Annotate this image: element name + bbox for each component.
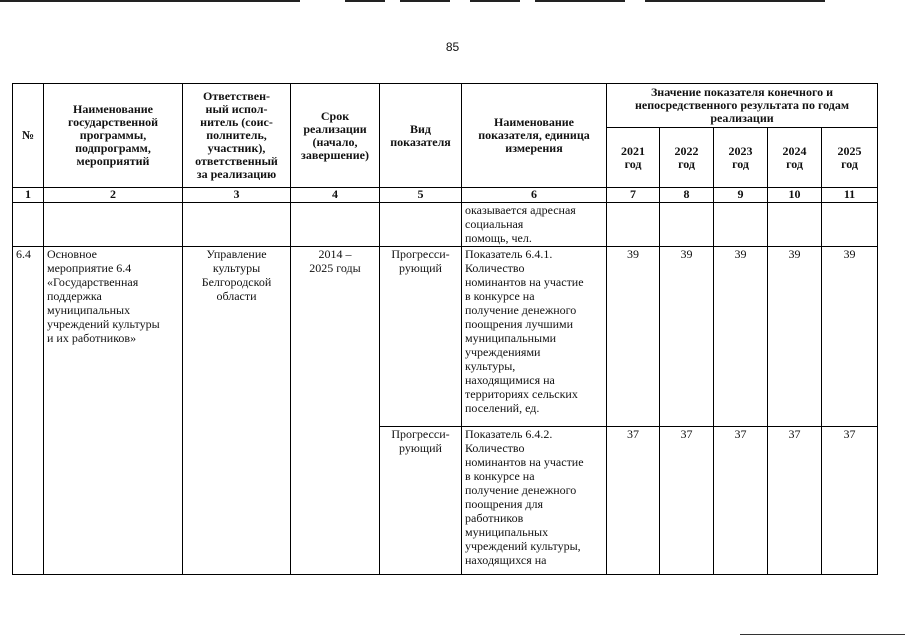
continued-indicator-text: оказывается адресная социальная помощь, чел. [462, 203, 607, 247]
bottom-scan-line [740, 634, 905, 635]
header-term: Срок реализации (начало, завершение) [291, 84, 380, 188]
indicator-text: Показатель 6.4.1. Количество номинантов на участие в конкурсе на получение денежного поощрения лучшими муниципальными учреждениями культуры, находящимися на территориях сельских поселений, ед. [462, 247, 607, 427]
header-year: 2022 год [660, 128, 714, 188]
top-scan-line [645, 0, 825, 2]
header-row [13, 84, 878, 128]
indicators-table [12, 83, 878, 575]
header-kind: Вид показателя [380, 84, 462, 188]
column-number: 5 [380, 188, 462, 203]
indicator-value: 39 [714, 247, 768, 427]
indicator-value: 37 [822, 427, 878, 575]
column-number: 7 [607, 188, 660, 203]
top-scan-line [0, 0, 300, 2]
indicator-kind: Прогресси- рующий [380, 247, 462, 427]
activity-responsible: Управление культуры Белгородской области [183, 247, 291, 575]
column-numbers-row [13, 188, 878, 203]
column-number: 6 [462, 188, 607, 203]
page-number: 85 [445, 40, 460, 54]
activity-name: Основное мероприятие 6.4 «Государственная поддержка муниципальных учреждений культуры и их работников» [44, 247, 183, 575]
table-row-indicator-1 [13, 247, 878, 427]
header-no: № [13, 84, 44, 188]
column-number: 3 [183, 188, 291, 203]
header-year: 2021 год [607, 128, 660, 188]
header-indicator: Наименование показателя, единица измерения [462, 84, 607, 188]
top-scan-line [470, 0, 520, 2]
indicator-text: Показатель 6.4.2. Количество номинантов на участие в конкурсе на получение денежного поощрения для работников муниципальных учреждений культуры, находящихся на [462, 427, 607, 575]
header-values-group: Значение показателя конечного и непосредственного результата по годам реализации [607, 84, 878, 128]
indicator-kind: Прогресси- рующий [380, 427, 462, 575]
activity-term: 2014 – 2025 годы [291, 247, 380, 575]
column-number: 8 [660, 188, 714, 203]
indicator-value: 39 [822, 247, 878, 427]
indicator-value: 39 [607, 247, 660, 427]
column-number: 4 [291, 188, 380, 203]
header-program: Наименование государственной программы, подпрограмм, мероприятий [44, 84, 183, 188]
top-scan-line [345, 0, 385, 2]
indicator-value: 39 [768, 247, 822, 427]
indicator-value: 39 [660, 247, 714, 427]
top-scan-line [400, 0, 450, 2]
indicator-value: 37 [607, 427, 660, 575]
column-number: 11 [822, 188, 878, 203]
column-number: 1 [13, 188, 44, 203]
indicator-value: 37 [660, 427, 714, 575]
indicator-value: 37 [768, 427, 822, 575]
table-row-continued [13, 203, 878, 247]
top-scan-line [535, 0, 625, 2]
header-responsible: Ответствен- ный испол- нитель (соис- полнитель, участник), ответственный за реализацию [183, 84, 291, 188]
column-number: 9 [714, 188, 768, 203]
header-year: 2023 год [714, 128, 768, 188]
header-year: 2025 год [822, 128, 878, 188]
column-number: 10 [768, 188, 822, 203]
activity-number: 6.4 [13, 247, 44, 575]
indicator-value: 37 [714, 427, 768, 575]
header-year: 2024 год [768, 128, 822, 188]
column-number: 2 [44, 188, 183, 203]
